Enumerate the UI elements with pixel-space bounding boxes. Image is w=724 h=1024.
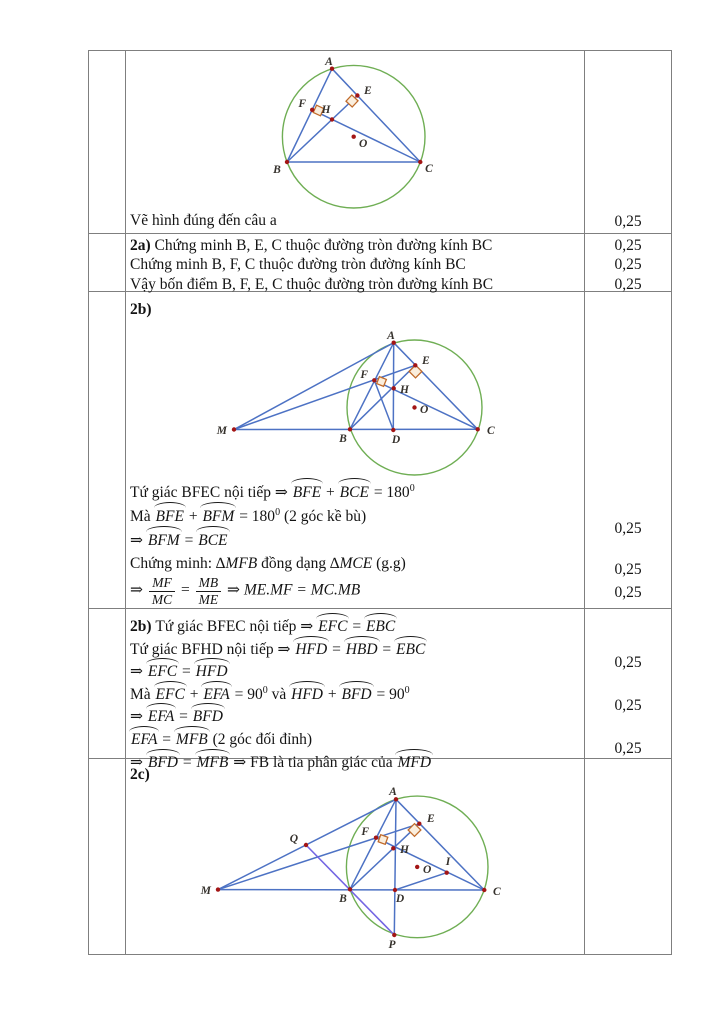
point-label-F: F — [361, 826, 369, 838]
score-value: 0,25 — [614, 654, 642, 671]
point-label-I: I — [445, 856, 451, 868]
angle-hat: BFD — [192, 705, 224, 728]
question-number-cell — [89, 234, 126, 291]
angle-hat: EBC — [365, 615, 396, 638]
point-label-O: O — [420, 404, 429, 416]
angle-hat: BCE — [339, 480, 370, 504]
point-I — [445, 871, 449, 875]
proof-lines-2a — [126, 234, 584, 294]
point-label-E: E — [364, 85, 372, 97]
score-value: 0,25 — [614, 256, 642, 274]
point-B — [285, 160, 289, 164]
point-label-C: C — [425, 163, 433, 175]
figure-cau-a-svg — [126, 53, 585, 211]
point-M — [216, 887, 220, 891]
figure-cau-2c-svg — [126, 787, 585, 953]
point-label-C: C — [487, 425, 495, 437]
proof-line: 2a) Chứng minh B, E, C thuộc đường tròn đường kính BC — [130, 237, 493, 254]
point-H — [392, 386, 396, 390]
point-label-M: M — [216, 425, 227, 437]
content-cell-2b1 — [126, 292, 585, 608]
point-label-Q: Q — [289, 833, 298, 845]
point-label-C: C — [493, 886, 501, 898]
point-C — [476, 427, 480, 431]
section-label-2c: 2c) — [130, 766, 150, 783]
segment-ME — [218, 824, 419, 890]
point-O — [412, 405, 416, 409]
right-angle-marker — [378, 835, 388, 845]
point-E — [413, 363, 417, 367]
table-row-2a — [89, 234, 671, 292]
score-value: 0,25 — [614, 561, 642, 578]
angle-hat: MFB — [175, 728, 209, 751]
angle-hat: EFC — [147, 660, 178, 683]
fraction: $\frac{MB}{ME}$ — [196, 575, 222, 607]
point-H — [391, 846, 395, 850]
angle-hat: EFA — [202, 683, 230, 706]
question-number-cell — [89, 51, 126, 233]
point-M — [232, 427, 236, 431]
point-O — [415, 865, 419, 869]
score-cell — [585, 609, 671, 758]
score-value: 0,25 — [614, 213, 642, 230]
proof-line: EFA = MFB (2 góc đối đỉnh) — [130, 728, 582, 751]
angle-hat: BFE — [155, 504, 185, 528]
content-cell-2a — [126, 234, 585, 291]
fraction: $\frac{MF}{MC}$ — [149, 575, 175, 607]
point-label-A: A — [325, 56, 333, 68]
point-F — [372, 378, 376, 382]
segment-DI — [395, 873, 447, 890]
angle-hat: MFD — [396, 751, 432, 774]
score-value: 0,25 — [614, 275, 642, 293]
answer-table — [88, 50, 672, 955]
angle-hat: BFD — [340, 683, 372, 706]
point-label-B: B — [273, 164, 281, 176]
angle-hat: BFD — [147, 751, 179, 774]
angle-hat: HFD — [290, 683, 324, 706]
score-value: 0,25 — [614, 520, 642, 537]
point-F — [310, 108, 314, 112]
angle-hat: HBD — [345, 638, 379, 661]
point-label-O: O — [423, 864, 432, 876]
proof-line: 2b) Tứ giác BFEC nội tiếp ⇒ EFC = EBC — [130, 615, 582, 638]
point-O — [352, 135, 356, 139]
point-C — [418, 160, 422, 164]
point-E — [417, 822, 421, 826]
point-label-A: A — [389, 787, 397, 798]
question-number-cell — [89, 759, 126, 954]
segment-CF — [312, 110, 420, 162]
point-label-D: D — [395, 893, 405, 905]
proof-line: Chứng minh: ∆MFB đồng dạng ∆MCE (g.g) — [130, 555, 406, 572]
score-cell — [585, 51, 671, 233]
point-H — [330, 117, 334, 121]
table-row-2b-part1 — [89, 292, 671, 609]
angle-hat: BFE — [292, 480, 322, 504]
angle-hat: BFM — [201, 504, 235, 528]
proof-line: Mà BFE + BFM = $180^0$ (2 góc kề bù) — [130, 504, 582, 528]
angle-hat: HFD — [195, 660, 229, 683]
angle-hat: EFC — [317, 615, 348, 638]
figure-cau-2b — [126, 329, 585, 477]
content-cell-2b2 — [126, 609, 585, 771]
segment-AC — [396, 799, 484, 890]
proof-line: ⇒ BFD = MFB ⇒ FB là tia phân giác của MFD — [130, 751, 582, 774]
table-row-2c — [89, 759, 671, 954]
score-cell — [585, 234, 671, 291]
point-Q — [304, 843, 308, 847]
point-label-F: F — [298, 98, 306, 110]
point-label-D: D — [391, 434, 401, 446]
proof-line: ⇒ BFM = BCE — [130, 528, 582, 552]
angle-hat: BCE — [197, 528, 228, 552]
figure-cau-a — [126, 53, 585, 211]
angle-hat: HFD — [294, 638, 328, 661]
point-label-M: M — [200, 885, 211, 897]
point-label-F: F — [360, 369, 368, 381]
point-C — [482, 888, 486, 892]
point-B — [348, 427, 352, 431]
score-value: 0,25 — [614, 697, 642, 714]
point-B — [348, 887, 352, 891]
point-label-H: H — [321, 104, 331, 116]
proof-line: Tứ giác BFEC nội tiếp ⇒ BFE + BCE = $180^0$ — [130, 480, 582, 504]
point-D — [391, 428, 395, 432]
segment-AC — [332, 69, 420, 162]
point-E — [355, 93, 359, 97]
question-number-cell — [89, 609, 126, 758]
score-stack — [585, 234, 671, 294]
proof-line: Vậy bốn điểm B, F, E, C thuộc đường tròn đường kính BC — [130, 275, 494, 293]
figure-caption: Vẽ hình đúng đến câu a — [130, 211, 277, 229]
proof-line: Mà EFC + EFA = $90^0$ và HFD + BFD = $90^0$ — [130, 683, 582, 706]
point-label-H: H — [400, 384, 409, 396]
question-number-cell — [89, 292, 126, 608]
proof-line: ⇒ EFC = HFD — [130, 660, 582, 683]
score-cell — [585, 292, 671, 608]
section-label-2b: 2b) — [130, 301, 152, 318]
proof-lines-2b2 — [130, 615, 582, 773]
score-value: 0,25 — [614, 584, 642, 601]
point-label-A: A — [387, 330, 395, 342]
proof-lines-2b1 — [130, 480, 582, 607]
angle-hat: EBC — [395, 638, 426, 661]
proof-line: Chứng minh B, F, C thuộc đường tròn đường kính BC — [130, 256, 466, 274]
angle-hat: EFC — [155, 683, 186, 706]
proof-line: Tứ giác BFHD nội tiếp ⇒ HFD = HBD = EBC — [130, 638, 582, 661]
score-cell — [585, 759, 671, 954]
point-label-E: E — [427, 813, 435, 825]
segment-MA — [234, 343, 394, 430]
segment-ME — [234, 365, 415, 429]
point-label-B: B — [339, 433, 347, 445]
segment-AP — [394, 799, 396, 935]
angle-hat: BFM — [147, 528, 181, 552]
point-label-O: O — [359, 138, 368, 150]
point-label-B: B — [339, 893, 347, 905]
proof-line: ⇒ EFA = BFD — [130, 705, 582, 728]
point-D — [393, 888, 397, 892]
proof-line: ⇒ $\frac{MF}{MC}$ = $\frac{MB}{ME}$ ⇒ ME.MF = MC.MB — [130, 575, 361, 607]
angle-hat: EFA — [147, 705, 175, 728]
score-value: 0,25 — [614, 237, 642, 254]
angle-hat: EFA — [130, 728, 158, 751]
table-row-2b-part2 — [89, 609, 671, 771]
point-P — [392, 933, 396, 937]
score-value: 0,25 — [614, 740, 642, 757]
content-cell-figure-a — [126, 51, 585, 233]
figure-cau-2c — [126, 787, 585, 953]
figure-cau-2b-svg — [126, 329, 585, 477]
table-row-figure-a — [89, 51, 671, 234]
angle-hat: MFB — [196, 751, 230, 774]
point-label-H: H — [400, 844, 409, 856]
point-F — [374, 836, 378, 840]
content-cell-2c — [126, 759, 585, 954]
point-label-P: P — [388, 939, 396, 951]
point-label-E: E — [422, 355, 430, 367]
